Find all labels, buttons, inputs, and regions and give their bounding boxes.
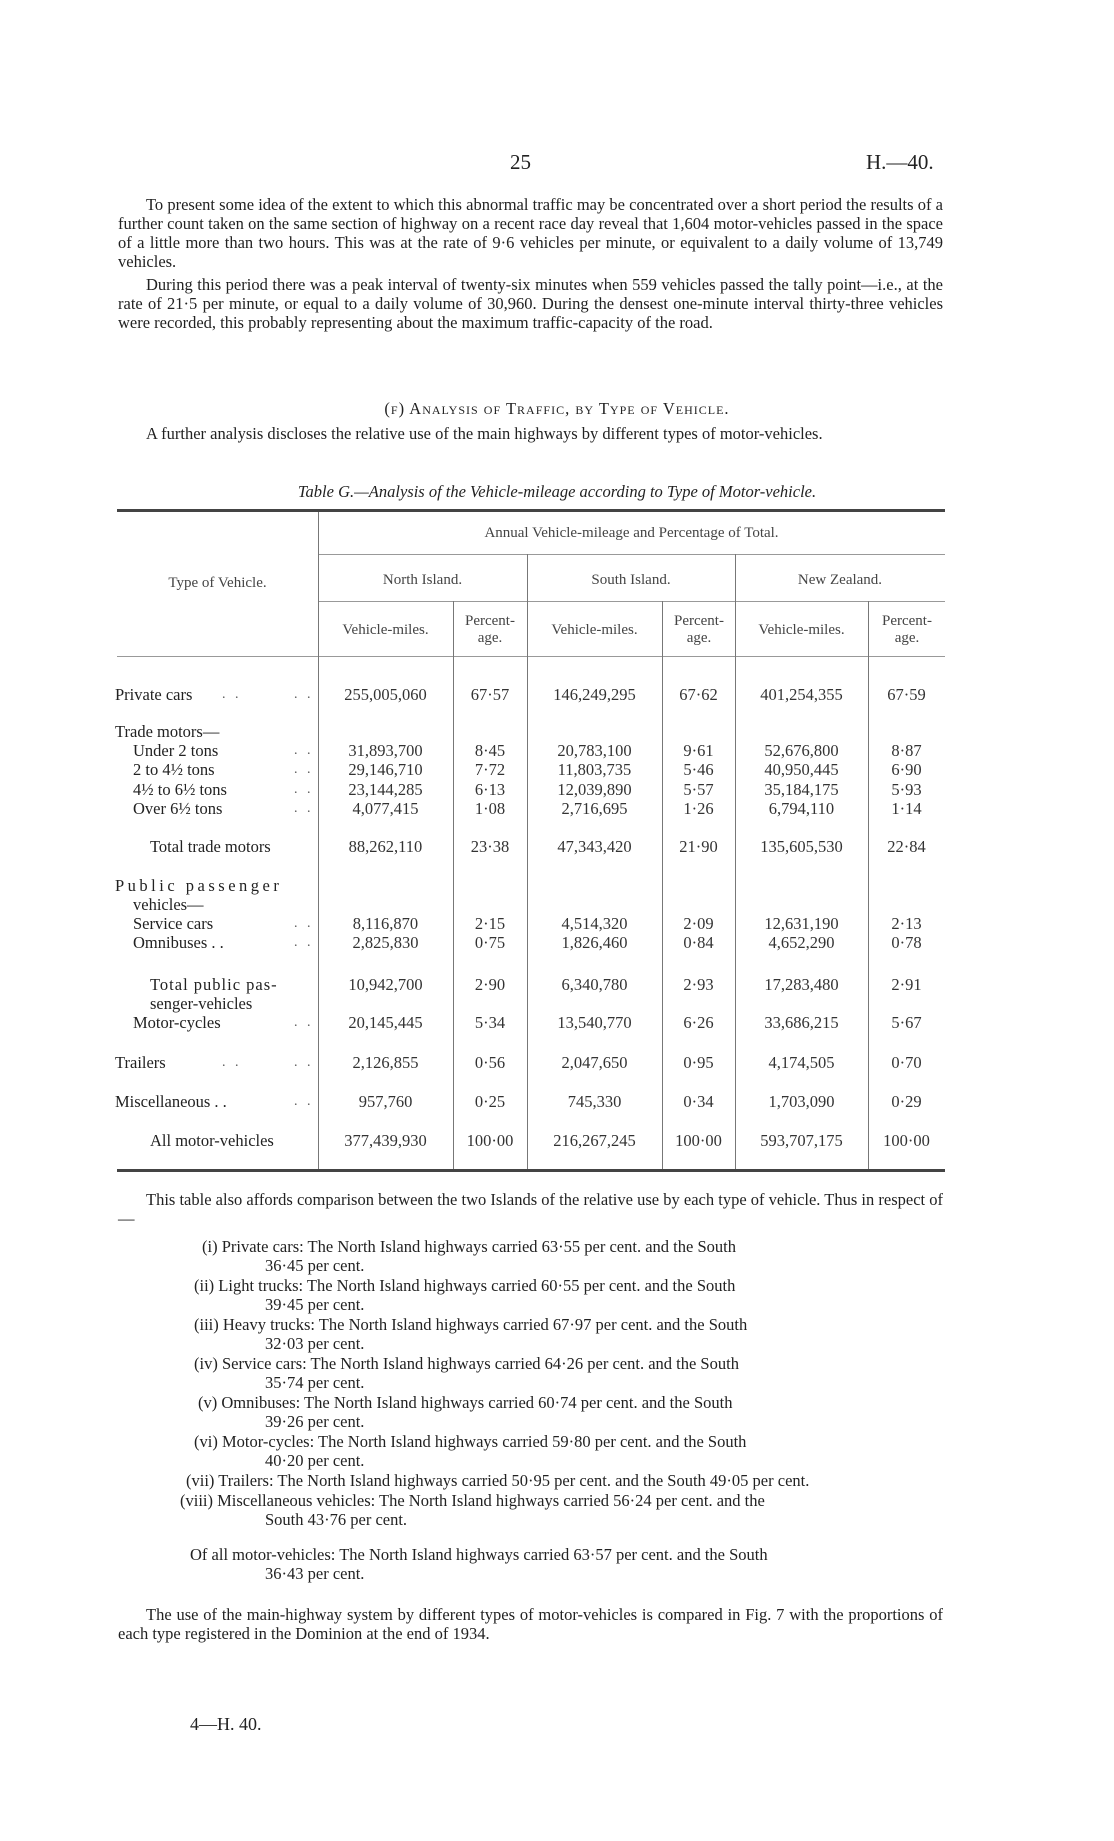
table-cell: 2,716,695 (561, 799, 628, 818)
list-item-number: (i) (202, 1237, 218, 1256)
intro-paragraph-2: During this period there was a peak interval of twenty-six minutes when 559 vehicles passed the tally point—i.e., at the rate of 21·5 per minute, or equal to a daily volume of 30,960. During the densest one-minute interval thirty-three vehicles were recorded, this probably representing about the maximum traffic-capacity of the road. (118, 275, 943, 332)
section-paragraph: A further analysis discloses the relative use of the main highways by different types of motor-vehicles. (146, 424, 823, 443)
list-item-number: (v) (198, 1393, 218, 1412)
comparison-all-cont: 36·43 per cent. (265, 1564, 365, 1583)
row-label-total-ppv: Total public pas- (150, 975, 278, 994)
table-cell: 10,942,700 (348, 975, 423, 994)
comparison-all-vehicles (190, 1545, 942, 1583)
table-cell: 12,631,190 (764, 914, 839, 933)
list-item-continuation: 32·03 per cent. (265, 1334, 365, 1353)
table-cell: 0·84 (683, 933, 714, 952)
list-item-text: Light trucks: The North Island highways carried 60·55 per cent. and the South (218, 1276, 736, 1295)
table-cell: 29,146,710 (348, 760, 423, 779)
table-caption: Table G.—Analysis of the Vehicle-mileage according to Type of Motor-vehicle. (297, 482, 817, 501)
leader-dots: . . (294, 782, 314, 797)
table-cell: 17,283,480 (764, 975, 839, 994)
leader-dots: . . (294, 916, 314, 931)
table-cell: 31,893,700 (348, 741, 423, 760)
list-item-text: Service cars: The North Island highways carried 64·26 per cent. and the South (221, 1354, 739, 1373)
list-item-text: Heavy trucks: The North Island highways carried 67·97 per cent. and the South (222, 1315, 748, 1334)
table-cell: 20,783,100 (557, 741, 632, 760)
table-cell: 13,540,770 (557, 1013, 632, 1032)
row-label-service-cars: Service cars (133, 914, 214, 933)
row-label-over-6-tons: Over 6½ tons (133, 799, 223, 818)
table-cell: 135,605,530 (760, 837, 843, 856)
table-cell: 216,267,245 (553, 1131, 636, 1150)
row-label-total-ppv-cont: senger-vehicles (150, 994, 253, 1013)
table-cell: 6,794,110 (768, 799, 835, 818)
list-item-number: (viii) (180, 1491, 213, 1510)
table-cell: 5·93 (891, 780, 922, 799)
table-cell: 593,707,175 (760, 1131, 843, 1150)
list-item (186, 1471, 942, 1490)
leader-dots: . . (294, 801, 314, 816)
table-cell: 22·84 (887, 837, 926, 856)
list-item-number: (vii) (186, 1471, 215, 1490)
table-cell: 377,439,930 (344, 1131, 427, 1150)
table-cell: 88,262,110 (348, 837, 423, 856)
list-item-continuation: 39·26 per cent. (265, 1412, 365, 1431)
table-cell: 23·38 (470, 837, 510, 856)
table-cell: 6,340,780 (561, 975, 628, 994)
table-cell: 67·57 (470, 685, 510, 704)
leader-dots: . . (294, 935, 314, 950)
table-cell: 4,652,290 (768, 933, 835, 952)
table-cell: 0·75 (474, 933, 506, 952)
list-item-text: Motor-cycles: The North Island highways carried 59·80 per cent. and the South (221, 1432, 747, 1451)
list-item-text: Private cars: The North Island highways carried 63·55 per cent. and the South (221, 1237, 736, 1256)
table-cell: 2,047,650 (561, 1053, 628, 1072)
leader-dots: . . (222, 687, 242, 702)
sub-header-si-miles: Vehicle-miles. (551, 622, 638, 638)
group-header-north: North Island. (382, 572, 463, 588)
table-cell: 1·14 (891, 799, 922, 818)
table-cell: 5·46 (683, 760, 714, 779)
table-cell: 6·13 (474, 780, 506, 799)
table-cell: 0·70 (891, 1053, 922, 1072)
sub-header-ni-pct: Percent-age. (465, 613, 515, 646)
table-cell: 40,950,445 (764, 760, 839, 779)
span-header: Annual Vehicle-mileage and Percentage of Total. (484, 525, 779, 541)
list-item (190, 1237, 942, 1275)
table-cell: 2,825,830 (352, 933, 419, 952)
table-cell: 20,145,445 (348, 1013, 423, 1032)
table-cell: 745,330 (567, 1092, 622, 1111)
row-label-trailers: Trailers (115, 1053, 166, 1072)
col-header-type: Type of Vehicle. (168, 575, 267, 591)
table-cell: 957,760 (358, 1092, 413, 1111)
list-item-continuation: 40·20 per cent. (265, 1451, 365, 1470)
table-cell: 2·91 (891, 975, 922, 994)
list-item (190, 1354, 942, 1392)
sub-header-si-pct: Percent-age. (674, 613, 724, 646)
leader-dots: . . (294, 1015, 314, 1030)
table-cell: 67·59 (887, 685, 926, 704)
table-cell: 100·00 (675, 1131, 722, 1150)
list-item (190, 1432, 942, 1470)
table-cell: 0·56 (474, 1053, 506, 1072)
row-label-omnibuses: Omnibuses . . (133, 933, 224, 952)
row-label-motor-cycles: Motor-cycles (133, 1013, 221, 1032)
list-item-continuation: South 43·76 per cent. (265, 1510, 408, 1529)
leader-dots: . . (294, 743, 314, 758)
group-header-south: South Island. (591, 572, 671, 588)
table-cell: 0·34 (683, 1092, 714, 1111)
list-item-text: Trailers: The North Island highways carried 50·95 per cent. and the South 49·05 per cent. (218, 1471, 810, 1490)
table-cell: 255,005,060 (344, 685, 427, 704)
row-label-public-passenger: Public passenger (115, 876, 283, 895)
group-header-nz: New Zealand. (797, 572, 883, 588)
section-title: (f) Analysis of Traffic, by Type of Vehicle. (384, 399, 730, 418)
table-cell: 1·08 (474, 799, 506, 818)
col-divider-ni-si (527, 554, 528, 1169)
row-label-4-to-6-tons: 4½ to 6½ tons (133, 780, 227, 799)
table-cell: 21·90 (679, 837, 718, 856)
table-cell: 6·90 (891, 760, 922, 779)
table-cell: 11,803,735 (557, 760, 632, 779)
table-cell: 100·00 (883, 1131, 930, 1150)
row-label-trade-motors: Trade motors— (115, 722, 220, 741)
list-item (190, 1393, 942, 1431)
footer-mark: 4—H. 40. (190, 1714, 262, 1734)
table-cell: 35,184,175 (764, 780, 839, 799)
table-cell: 0·95 (683, 1053, 714, 1072)
page-number: 25 (510, 150, 531, 174)
document-reference: H.—40. (866, 150, 934, 174)
row-label-2-to-4-tons: 2 to 4½ tons (133, 760, 215, 779)
row-label-miscellaneous: Miscellaneous . . (115, 1092, 227, 1111)
list-item (190, 1315, 942, 1353)
list-item-number: (iv) (194, 1354, 218, 1373)
table-cell: 0·29 (891, 1092, 922, 1111)
row-label-all-motor-vehicles: All motor-vehicles (150, 1131, 274, 1150)
table-cell: 1·26 (683, 799, 714, 818)
table-cell: 100·00 (466, 1131, 514, 1150)
header-divider-3 (117, 656, 945, 657)
row-label-total-trade: Total trade motors (150, 837, 271, 856)
table-top-rule (117, 509, 945, 512)
table-cell: 8·87 (891, 741, 922, 760)
list-item-text: Omnibuses: The North Island highways carried 60·74 per cent. and the South (221, 1393, 733, 1412)
leader-dots: . . (294, 1055, 314, 1070)
table-bottom-rule (117, 1169, 945, 1172)
table-cell: 2·15 (474, 914, 506, 933)
closing-paragraph: The use of the main-highway system by different types of motor-vehicles is compared in Fig. 7 with the proportions of each type registered in the Dominion at the end of 1934. (118, 1605, 943, 1643)
list-item-number: (ii) (194, 1276, 215, 1295)
header-divider-2 (318, 601, 945, 602)
sub-header-nz-pct: Percent-age. (882, 613, 932, 646)
row-label-under-2-tons: Under 2 tons (133, 741, 219, 760)
table-cell: 4,077,415 (352, 799, 419, 818)
table-cell: 12,039,890 (557, 780, 632, 799)
list-item-number: (iii) (194, 1315, 219, 1334)
table-cell: 8,116,870 (352, 914, 419, 933)
comparison-intro: This table also affords comparison between the two Islands of the relative use by each type of vehicle. Thus in respect of— (118, 1190, 943, 1228)
table-cell: 6·26 (683, 1013, 714, 1032)
row-label-vehicles-head: vehicles— (133, 895, 204, 914)
table-cell: 2·90 (474, 975, 506, 994)
table-cell: 5·34 (474, 1013, 506, 1032)
table-cell: 0·25 (474, 1092, 506, 1111)
leader-dots: . . (294, 687, 314, 702)
table-cell: 23,144,285 (348, 780, 423, 799)
table-cell: 2·09 (683, 914, 714, 933)
header-divider-1 (318, 554, 945, 555)
table-cell: 33,686,215 (764, 1013, 839, 1032)
table-cell: 47,343,420 (557, 837, 632, 856)
table-cell: 67·62 (679, 685, 718, 704)
table-cell: 2·93 (683, 975, 714, 994)
table-cell: 2,126,855 (352, 1053, 419, 1072)
table-cell: 1,703,090 (768, 1092, 835, 1111)
table-cell: 5·57 (683, 780, 714, 799)
table-cell: 2·13 (891, 914, 922, 933)
table-cell: 7·72 (474, 760, 506, 779)
table-cell: 52,676,800 (764, 741, 839, 760)
table-cell: 0·78 (891, 933, 922, 952)
intro-paragraph-1: To present some idea of the extent to which this abnormal traffic may be concentrated over a short period the results of a further count taken on the same section of highway on a recent race day reveal that 1,604 motor-vehicles passed in the space of a little more than two hours. This was at the rate of 9·6 vehicles per minute, or equivalent to a daily volume of 13,749 vehicles. (118, 195, 943, 271)
table-cell: 9·61 (683, 741, 714, 760)
table-cell: 8·45 (474, 741, 506, 760)
list-item-continuation: 39·45 per cent. (265, 1295, 365, 1314)
sub-header-nz-miles: Vehicle-miles. (758, 622, 845, 638)
list-item (190, 1276, 942, 1314)
table-cell: 1,826,460 (561, 933, 628, 952)
row-label-private-cars: Private cars (115, 685, 193, 704)
table-cell: 401,254,355 (760, 685, 843, 704)
list-item (180, 1491, 942, 1529)
col-divider-si-nz (735, 554, 736, 1169)
list-item-continuation: 36·45 per cent. (265, 1256, 365, 1275)
leader-dots: . . (294, 1094, 314, 1109)
leader-dots: . . (222, 1055, 242, 1070)
leader-dots: . . (294, 762, 314, 777)
list-item-continuation: 35·74 per cent. (265, 1373, 365, 1392)
comparison-all-text: Of all motor-vehicles: The North Island highways carried 63·57 per cent. and the South (190, 1545, 768, 1564)
table-cell: 146,249,295 (553, 685, 636, 704)
table-cell: 4,174,505 (768, 1053, 835, 1072)
table-cell: 5·67 (891, 1013, 922, 1032)
sub-header-ni-miles: Vehicle-miles. (342, 622, 429, 638)
list-item-number: (vi) (194, 1432, 218, 1451)
table-cell: 4,514,320 (561, 914, 628, 933)
list-item-text: Miscellaneous vehicles: The North Island highways carried 56·24 per cent. and the (217, 1491, 765, 1510)
